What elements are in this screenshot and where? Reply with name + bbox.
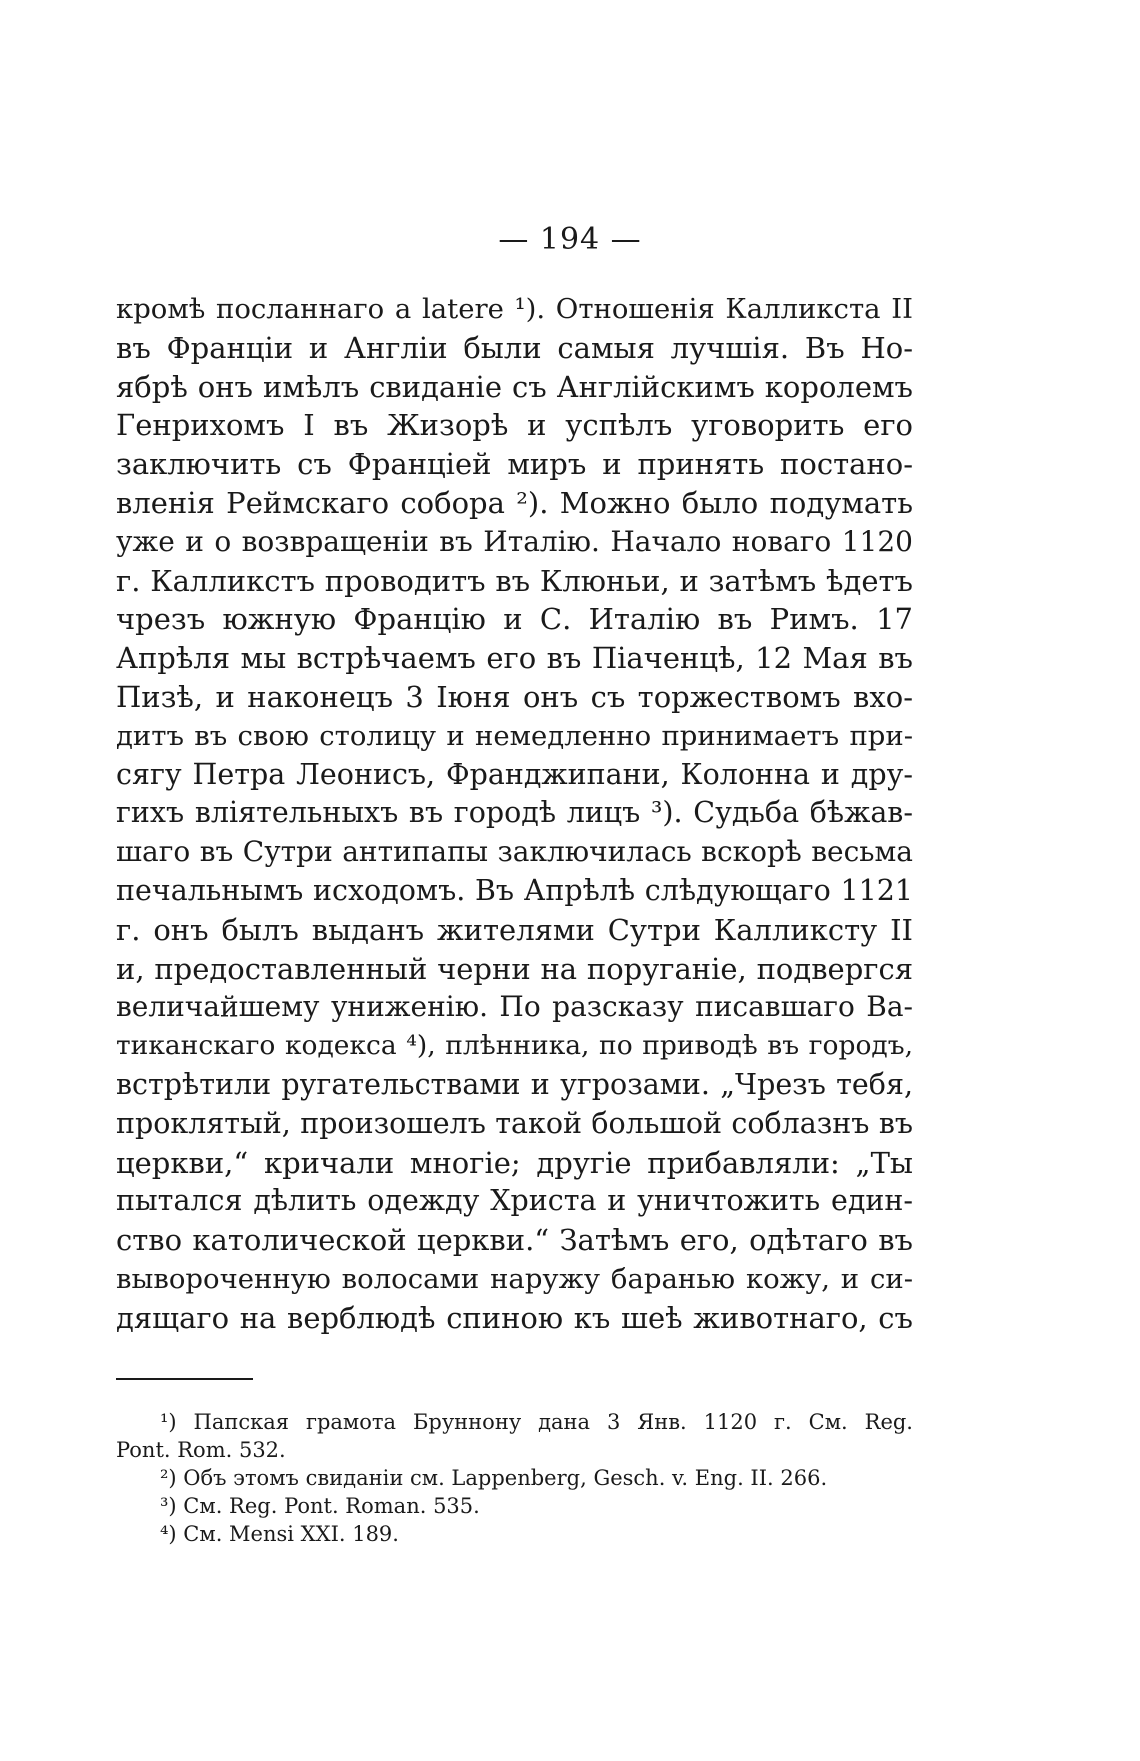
text-line: проклятый, произошелъ такой большой соблазнъ въ [116, 1106, 913, 1140]
text-line: чрезъ южную Францію и С. Италію въ Римъ. 17 [116, 602, 913, 637]
text-line: въ Франціи и Англіи были самыя лучшія. Въ Но- [116, 330, 913, 365]
text-line: вленія Реймскаго собора ²). Можно было подумать [116, 485, 913, 520]
footnote-3: ³) См. Reg. Pont. Roman. 535. [160, 1494, 480, 1518]
text-line: Апрѣля мы встрѣчаемъ его въ Піаченцѣ, 12 Мая въ [116, 641, 913, 676]
text-line: кромѣ посланнаго a latere ¹). Отношенія Калликста II [116, 293, 913, 325]
text-line: гихъ вліятельныхъ въ городѣ лицъ ³). Судьба бѣжав- [116, 796, 913, 830]
footnotes [116, 1408, 913, 1548]
footnote-2: ²) Объ этомъ свиданіи см. Lappenberg, Gesch. v. Eng. II. 266. [160, 1466, 828, 1490]
text-line: дитъ въ свою столицу и немедленно принимаетъ при- [116, 719, 913, 752]
text-line: вывороченную волосами наружу баранью кожу, и си- [116, 1262, 913, 1295]
text-line: величайшему униженію. По разсказу писавшаго Ва- [116, 990, 913, 1024]
footnote-divider [116, 1378, 253, 1380]
footnote-1-continuation: Pont. Rom. 532. [116, 1438, 286, 1462]
text-line: Пизѣ, и наконецъ 3 Іюня онъ съ торжествомъ вхо- [116, 679, 913, 714]
text-line: церкви,“ кричали многіе; другіе прибавляли: „Ты [116, 1145, 913, 1180]
text-line: и, предоставленный черни на поруганіе, подвергся [116, 951, 913, 986]
text-line: г. онъ былъ выданъ жителями Сутри Калликсту II [116, 912, 913, 947]
text-line: ство католической церкви.“ Затѣмъ его, одѣтаго въ [116, 1223, 913, 1258]
text-line: пытался дѣлить одежду Христа и уничтожить един- [116, 1184, 913, 1218]
text-line: ябрѣ онъ имѣлъ свиданіе съ Англійскимъ королемъ [116, 369, 913, 404]
footnote-4: ⁴) См. Mensi XXI. 189. [160, 1522, 399, 1546]
text-line: шаго въ Сутри антипапы заключилась вскорѣ весьма [116, 835, 913, 869]
text-line: встрѣтили ругательствами и угрозами. „Чрезъ тебя, [116, 1067, 913, 1101]
text-line: печальнымъ исходомъ. Въ Апрѣлѣ слѣдующаго 1121 [116, 873, 913, 907]
main-text [116, 290, 913, 1338]
text-line: сягу Петра Леонисъ, Франджипани, Колонна и дру- [116, 757, 913, 791]
text-line: тиканскаго кодекса ⁴), плѣнника, по приводѣ въ городъ, [116, 1030, 913, 1062]
text-line: г. Калликстъ проводитъ въ Клюньи, и затѣмъ ѣдетъ [116, 563, 913, 598]
text-line: дящаго на верблюдѣ спиною къ шеѣ животнаго, съ [116, 1300, 913, 1335]
text-line: Генрихомъ I въ Жизорѣ и успѣлъ уговорить его [116, 408, 913, 443]
text-line: уже и о возвращеніи въ Италію. Начало новаго 1120 [116, 524, 913, 558]
footnote-1: ¹) Папская грамота Бруннону дана 3 Янв. 1120 г. См. Reg. [160, 1410, 913, 1434]
page-number: — 194 — [498, 222, 642, 257]
text-line: заключить съ Франціей миръ и принять постано- [116, 447, 913, 482]
